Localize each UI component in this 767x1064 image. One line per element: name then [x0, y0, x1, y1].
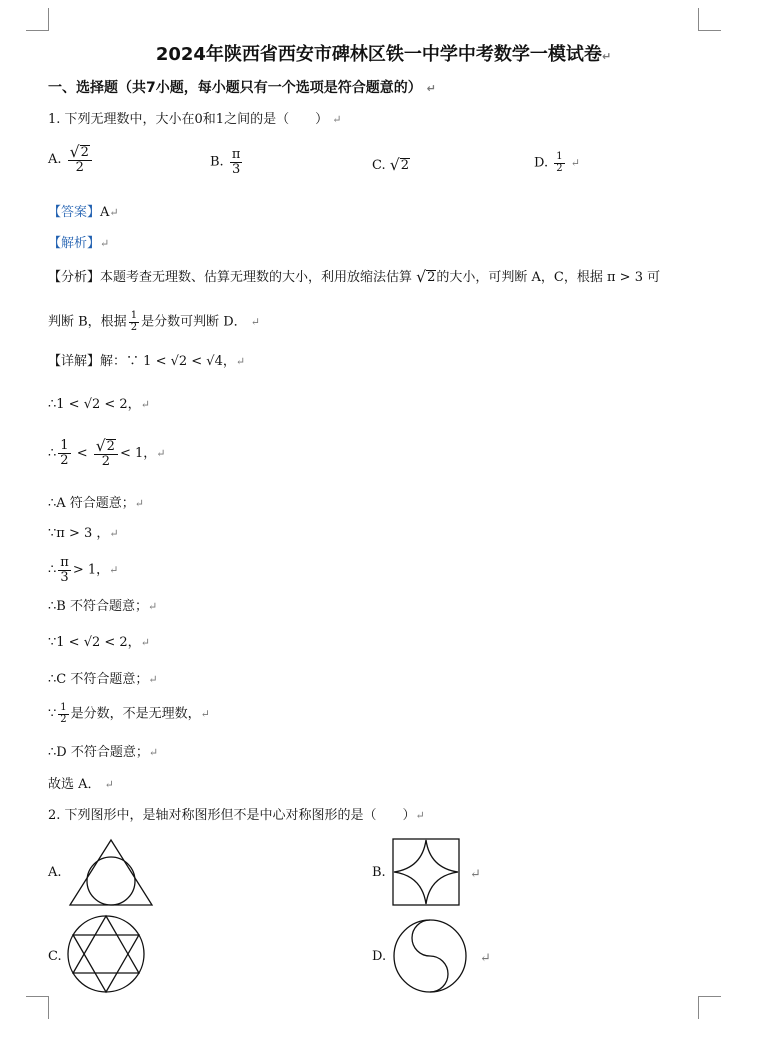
q1-option-b: B. $\frac{\pi}{3}$: [210, 147, 241, 177]
corner-mark-bottom-left: [26, 996, 49, 1019]
detail-line-2: ∴1 < √2 < 2，↵: [48, 397, 150, 412]
detail-line-3: ∴ $\frac{1}{2}$ < $\frac{√2}{2}$ < 1，↵: [48, 437, 166, 470]
detail-line-8: ∵1 < √2 < 2，↵: [48, 635, 150, 650]
answer-line: 【答案】A↵: [48, 205, 119, 220]
q2-option-a-label: A.: [48, 865, 62, 880]
detail-line-9: ∴C 不符合题意；↵: [48, 672, 158, 687]
square-star-figure: [392, 838, 460, 906]
q1-option-c: C. √2: [372, 156, 409, 174]
fenxi-line-2: 判断 B，根据 $\frac{1}{2}$ 是分数可判断 D． ↵: [48, 310, 260, 333]
hexagram-circle-figure: [66, 914, 146, 994]
q2-option-d-mark: ↵: [480, 951, 491, 966]
detail-line-4: ∴A 符合题意；↵: [48, 496, 145, 511]
fenxi-line-1: 【分析】本题考查无理数、估算无理数的大小，利用放缩法估算 √2的大小，可判断 A，C，根据 π > 3 可: [48, 268, 661, 286]
corner-mark-bottom-right: [698, 996, 721, 1019]
q1-option-d: D. $\frac{1}{2}$ ↵: [534, 151, 580, 174]
analysis-label: 【解析】↵: [48, 236, 110, 251]
corner-mark-top-left: [26, 8, 49, 31]
detail-line-10: ∵ $\frac{1}{2}$ 是分数，不是无理数，↵: [48, 702, 210, 725]
detail-line-7: ∴B 不符合题意；↵: [48, 599, 158, 614]
q2-option-b-mark: ↵: [470, 867, 481, 882]
detail-line-5: ∵π > 3 ，↵: [48, 526, 119, 541]
detail-line-1: 【详解】解：∵ 1 < √2 < √4，↵: [48, 354, 246, 369]
detail-line-6: ∴ $\frac{\pi}{3}$ > 1，↵: [48, 555, 119, 585]
detail-line-11: ∴D 不符合题意；↵: [48, 745, 159, 760]
triangle-incircle-figure: [68, 838, 154, 908]
q2-option-d-label: D.: [372, 949, 387, 964]
section-heading: 一、选择题（共7小题，每小题只有一个选项是符合题意的） ↵: [48, 80, 436, 96]
q1-option-a: A. $\frac{√2}{2}$: [48, 144, 94, 175]
q2-option-c-label: C.: [48, 949, 62, 964]
detail-line-12: 故选 A． ↵: [48, 777, 114, 792]
q1-stem: 1. 下列无理数中，大小在0和1之间的是（ ） ↵: [48, 112, 342, 127]
q2-option-b-label: B.: [372, 865, 386, 880]
corner-mark-top-right: [698, 8, 721, 31]
page-title: 2024年陕西省西安市碑林区铁一中学中考数学一模试卷↵: [155, 44, 612, 65]
q2-stem: 2. 下列图形中，是轴对称图形但不是中心对称图形的是（ ）↵: [48, 808, 425, 823]
taiji-curve-figure: [392, 918, 468, 994]
